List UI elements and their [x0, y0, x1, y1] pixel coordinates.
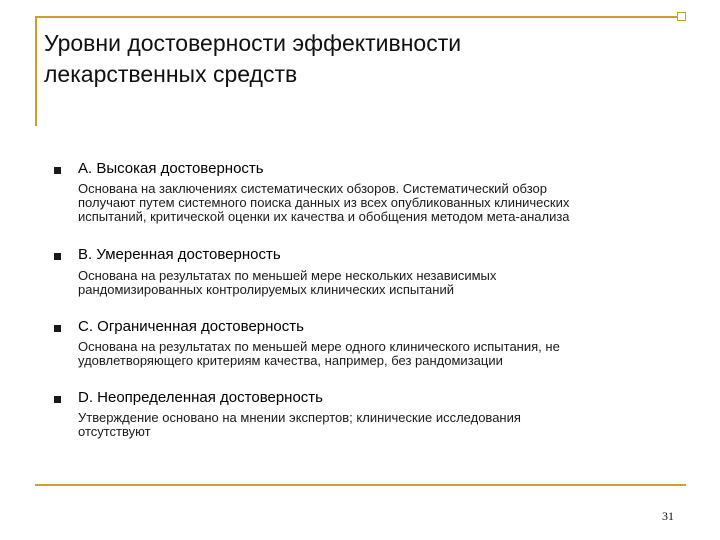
item-heading: С. Ограниченная достоверность [78, 318, 304, 335]
item-description [78, 182, 668, 224]
description-line: Основана на результатах по меньшей мере одного клинического испытания, не [78, 339, 560, 354]
description-line: Основана на результатах по меньшей мере нескольких независимых [78, 268, 497, 283]
title-line-2: лекарственных средств [44, 61, 298, 87]
description-line: рандомизированных контролируемых клинических испытаний [78, 282, 454, 297]
item-heading: В. Умеренная достоверность [78, 246, 281, 263]
description-line: испытаний, критической оценки их качества и обобщения методом мета-анализа [78, 209, 570, 224]
description-line: получают путем системного поиска данных из всех опубликованных клинических [78, 195, 570, 210]
item-description [78, 411, 668, 439]
description-line: удовлетворяющего критериям качества, например, без рандомизации [78, 353, 503, 368]
top-divider-line [35, 16, 684, 18]
item-description [78, 340, 668, 368]
title-line-1: Уровни достоверности эффективности [44, 30, 462, 56]
description-line: Основана на заключениях систематических обзоров. Систематический обзор [78, 181, 547, 196]
description-line: отсутствуют [78, 424, 151, 439]
square-bullet-icon [54, 253, 61, 260]
square-bullet-icon [54, 396, 61, 403]
page-title [44, 28, 664, 90]
item-heading: А. Высокая достоверность [78, 160, 264, 177]
bottom-divider-line [35, 484, 686, 486]
left-divider-line [35, 16, 37, 126]
item-description [78, 269, 668, 297]
square-bullet-icon [54, 325, 61, 332]
corner-square-icon [677, 12, 686, 21]
description-line: Утверждение основано на мнении экспертов; клинические исследования [78, 410, 521, 425]
item-heading: D. Неопределенная достоверность [78, 389, 323, 406]
page-number: 31 [662, 509, 674, 523]
square-bullet-icon [54, 167, 61, 174]
